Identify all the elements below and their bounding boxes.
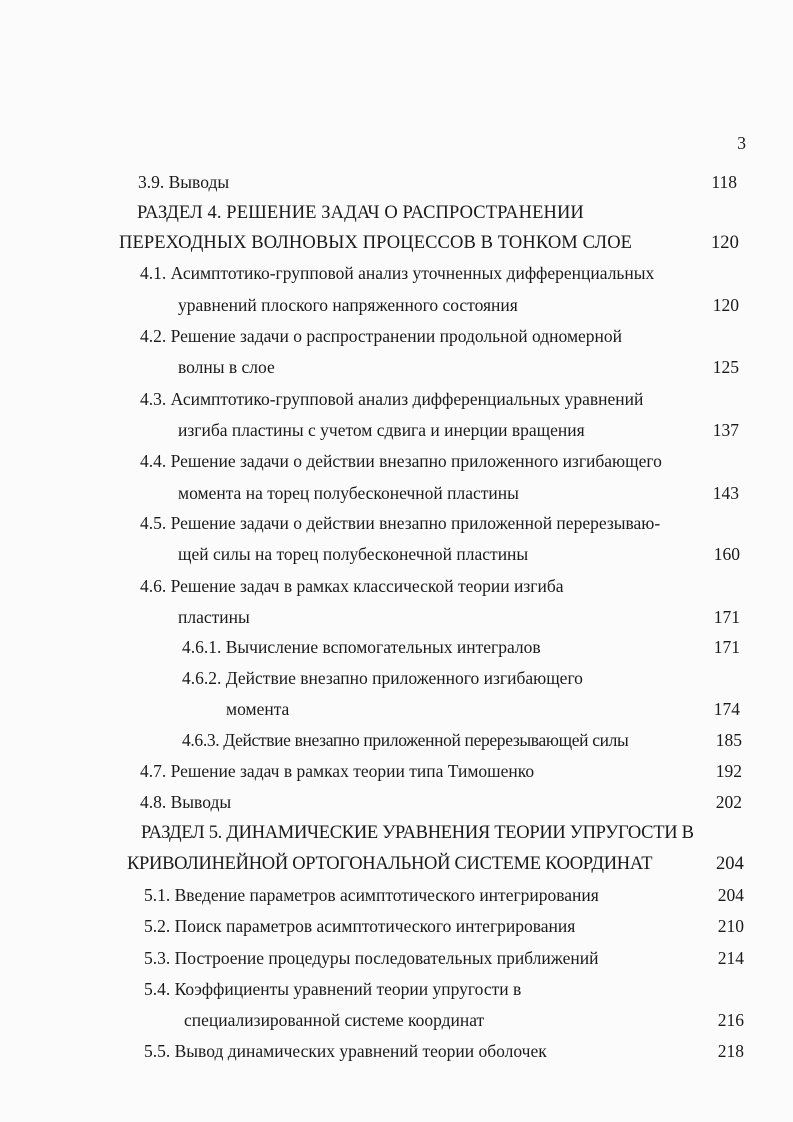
toc-entry-title: 4.7. Решение задач в рамках теории типа Тимошенко <box>140 761 535 781</box>
toc-entry-title: 4.6.3. Действие внезапно приложенной перерезывающей силы <box>182 730 629 750</box>
toc-entry-page: 192 <box>715 761 742 781</box>
toc-entry-title-line1: 4.1. Асимптотико-групповой анализ уточненных дифференциальных <box>140 263 655 283</box>
toc-entry-title-line2: щей силы на торец полубесконечной пластины <box>178 544 529 564</box>
toc-entry-title: 5.1. Введение параметров асимптотического интегрирования <box>144 885 599 905</box>
toc-entry-title: 5.5. Вывод динамических уравнений теории оболочек <box>144 1041 547 1061</box>
toc-entry-page: 204 <box>715 854 744 874</box>
toc-entry-title-line1: 5.4. Коэффициенты уравнений теории упругости в <box>144 979 522 999</box>
toc-entry-title-line1: 4.2. Решение задачи о распространении продольной одномерной <box>140 326 623 346</box>
toc-entry-title-line1: 4.4. Решение задачи о действии внезапно приложенного изгибающего <box>140 451 662 471</box>
toc-entry-page: 218 <box>717 1041 744 1061</box>
toc-section-title-line1: РАЗДЕЛ 4. РЕШЕНИЕ ЗАДАЧ О РАСПРОСТРАНЕНИИ <box>137 203 584 223</box>
toc-entry-page: 202 <box>715 792 742 812</box>
toc-entry-page: 204 <box>717 885 744 905</box>
toc-entry-page: 185 <box>715 730 742 750</box>
toc-entry-title: 4.6.1. Вычисление вспомогательных интегралов <box>182 637 541 657</box>
toc-entry-title-line2: пластины <box>178 607 250 627</box>
toc-section-title-line2: ПЕРЕХОДНЫХ ВОЛНОВЫХ ПРОЦЕССОВ В ТОНКОМ СЛОЕ <box>119 233 633 253</box>
toc-entry-title-line2: момента <box>226 699 290 719</box>
toc-entry-page: 137 <box>712 420 739 440</box>
toc-entry-page: 118 <box>711 172 737 192</box>
toc-entry-title: 5.2. Поиск параметров асимптотического интегрирования <box>144 916 576 936</box>
toc-entry-title: 5.3. Построение процедуры последовательных приближений <box>144 948 599 968</box>
toc-entry-page: 214 <box>717 948 744 968</box>
toc-entry-page: 210 <box>717 916 744 936</box>
toc-section-title-line1: РАЗДЕЛ 5. ДИНАМИЧЕСКИЕ УРАВНЕНИЯ ТЕОРИИ УПРУГОСТИ В <box>141 823 694 843</box>
toc-entry-title-line2: специализированной системе координат <box>184 1010 485 1030</box>
toc-entry-page: 160 <box>713 544 740 564</box>
toc-entry-page: 120 <box>710 233 739 253</box>
toc-entry-page: 171 <box>713 637 740 657</box>
toc-entry-page: 171 <box>713 607 740 627</box>
toc-entry-title-line1: 4.3. Асимптотико-групповой анализ дифференциальных уравнений <box>140 389 644 409</box>
page-number: 3 <box>737 133 746 153</box>
toc-entry-title-line2: уравнений плоского напряженного состояния <box>178 295 518 315</box>
toc-entry-title-line2: волны в слое <box>178 357 275 377</box>
toc-entry-page: 174 <box>713 699 740 719</box>
toc-entry-title-line2: момента на торец полубесконечной пластины <box>178 483 519 503</box>
toc-entry-title-line2: изгиба пластины с учетом сдвига и инерции вращения <box>178 420 585 440</box>
toc-entry-title-line1: 4.5. Решение задачи о действии внезапно приложенной перерезываю- <box>140 513 661 533</box>
toc-entry-page: 120 <box>712 295 739 315</box>
toc-entry-title: 4.8. Выводы <box>140 792 232 812</box>
toc-entry-page: 216 <box>717 1010 744 1030</box>
toc-entry-page: 143 <box>712 483 739 503</box>
toc-entry-title-line1: 4.6. Решение задач в рамках классической теории изгиба <box>140 576 564 596</box>
toc-entry-title: 3.9. Выводы <box>138 172 230 192</box>
toc-section-title-line2: КРИВОЛИНЕЙНОЙ ОРТОГОНАЛЬНОЙ СИСТЕМЕ КООРДИНАТ <box>127 854 653 874</box>
toc-entry-page: 125 <box>712 357 739 377</box>
toc-entry-title-line1: 4.6.2. Действие внезапно приложенного изгибающего <box>182 668 583 688</box>
